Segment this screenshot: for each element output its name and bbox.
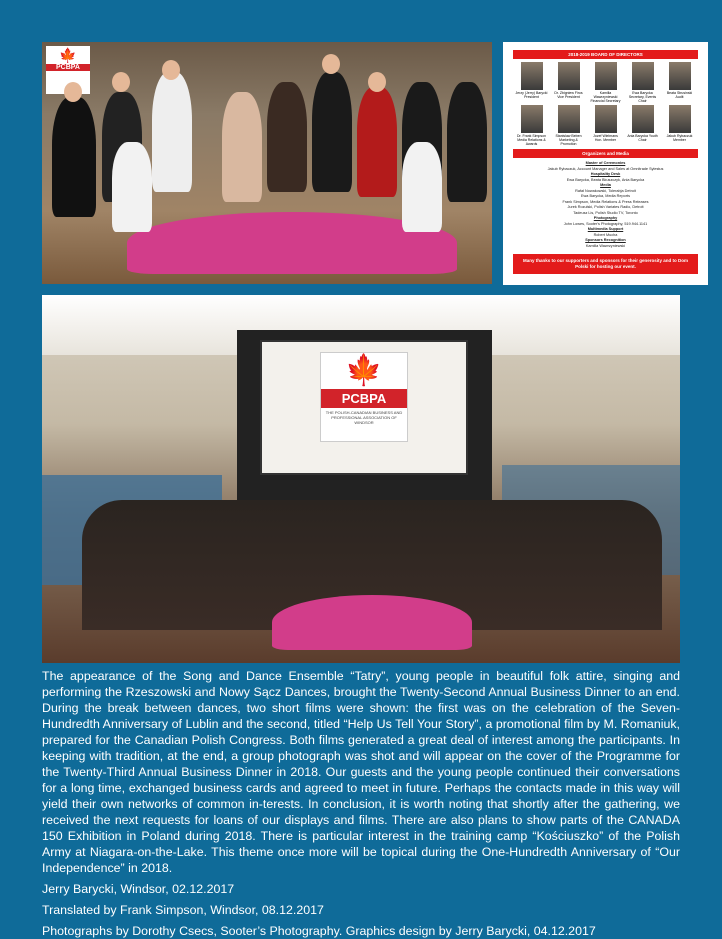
board-member: Dr. Frank Simpson Media Relations & Awards [515, 105, 548, 146]
member-photo [521, 105, 543, 133]
organizer-line: Frank Simpson, Media Relations & Press Releases [562, 199, 649, 204]
organizer-line: Rafał Nowakowski, Tolerabja Detroit [575, 188, 636, 193]
board-member: Jerzy (Jerry) Barycki President [515, 62, 548, 103]
author-line: Jerry Barycki, Windsor, 02.12.2017 [42, 882, 235, 896]
thanks-banner: Many thanks to our supporters and sponsors for their generosity and to Dom Polski for hosting our event. [513, 254, 698, 274]
organizer-line: Ewa Barycka, Beata Bkuszczyk, Ania Barycka [566, 177, 645, 182]
organizer-line: Jakub Rybaczuk, Account Manager and Sales at Omnitrade Sylestus [547, 166, 664, 171]
board-member: Stanislaw Beben Marketing & Promotion [552, 105, 585, 146]
organizer-heading: Media [600, 183, 611, 187]
organizer-line: Tadeusz Lis, Polish Studio TV, Toronto [573, 210, 638, 215]
member-photo [669, 105, 691, 133]
board-title: 2018-2019 BOARD OF DIRECTORS [513, 50, 698, 59]
top-group-photo [42, 42, 492, 284]
credits-line: Photographs by Dorothy Csecs, Sooter’s Photography. Graphics design by Jerry Barycki, 04.12.2017 [42, 924, 596, 938]
member-photo [558, 105, 580, 133]
banner-logo-text: PCBPA [46, 64, 90, 71]
organizer-heading: Hospitality Desk [590, 172, 621, 176]
board-member: Beata Strusinski Audit [663, 62, 696, 103]
organizer-heading: Sponsors Recognition [585, 238, 626, 242]
organizer-line: John Lowes, Sooter's Photography, 519.944.1141 [563, 221, 648, 226]
translator-line: Translated by Frank Simpson, Windsor, 08.12.2017 [42, 903, 324, 917]
organizer-line: Ewa Barycka, Media Reports [581, 194, 630, 198]
maple-leaf-icon: 🍁 [59, 47, 77, 63]
organizer-line: Kamilla Wawrzyniewski [585, 243, 626, 248]
organizer-heading: Photography [593, 216, 618, 220]
organizer-line: Robert Mucha [593, 232, 618, 237]
member-photo [558, 62, 580, 90]
board-row-2 [513, 105, 698, 146]
maple-leaf-icon: 🍁 [345, 354, 383, 387]
board-member: Ewa Barycka Secretary, Events Chair [626, 62, 659, 103]
projection-screen [260, 340, 468, 475]
organizer-heading: Multimedia Support [587, 227, 624, 231]
board-member: Dr. Zbigniew Firos Vice President [552, 62, 585, 103]
board-member: Ania Barycka Youth Chair [626, 105, 659, 146]
pcbpa-logo: 🍁 PCBPA THE POLISH-CANADIAN BUSINESS AND PROFESSIONAL ASSOCIATION OF WINDSOR [320, 352, 408, 442]
organizers-title: Organizers and Media [513, 149, 698, 158]
member-photo [595, 62, 617, 90]
member-photo [595, 105, 617, 133]
member-photo [632, 62, 654, 90]
bottom-group-photo [42, 295, 680, 663]
organizer-line: Jurek Rozulski, Polish Variates Radio, Detroit [567, 205, 644, 209]
member-photo [669, 62, 691, 90]
article-paragraph: The appearance of the Song and Dance Ensemble “Tatry”, young people in beautiful folk attire, singing and performing the Rzeszowski and Nowy Sącz Dances, brought the Twenty-Second Annual Business Dinner to an end. During the break between dances, two short films were shown: the first was on the celebration of the Seven-Hundredth Anniversary of Lublin and the second, titled “Help Us Tell Your Story”, a promotional film by M. Romaniuk, prepared for the Canadian Polish Congress. Both films generated a great deal of interest among the participants. In keeping with tradition, at the end, a group photograph was shot and will appear on the cover of the Programme for the Twenty-Third Annual Business Dinner in 2018. Our guests and the young people continued their conversations for a long time, exchanged business cards and agreed to meet in future. Perhaps the contacts made in this way will yield their own networks of common in-terests. In conclusion, it is worth noting that shortly after the gathering, we received the next requests for loans of our displays and films. There are also plans to show parts of the CANADA 150 Exhibition in Poland during 2018. There is particular interest in the training camp “Kościuszko” of the Polish Army at Niagara-on-the-Lake. This theme once more will be topical during the One-Hundredth Anniversary of “Our Independence” in 2018. [42, 669, 680, 875]
organizer-heading: Master of Ceremonies [585, 161, 626, 165]
member-photo [632, 105, 654, 133]
member-photo [521, 62, 543, 90]
board-row-1 [513, 62, 698, 103]
article-text [42, 668, 680, 939]
board-member: Jozef Wielmans Hon. Member [589, 105, 622, 146]
board-member: Jakub Rybaczuk Member [663, 105, 696, 146]
organizers-list [513, 161, 698, 249]
board-of-directors-panel [503, 42, 708, 285]
board-member: Kamilla Wawrzyniewski Financial Secretary [589, 62, 622, 103]
